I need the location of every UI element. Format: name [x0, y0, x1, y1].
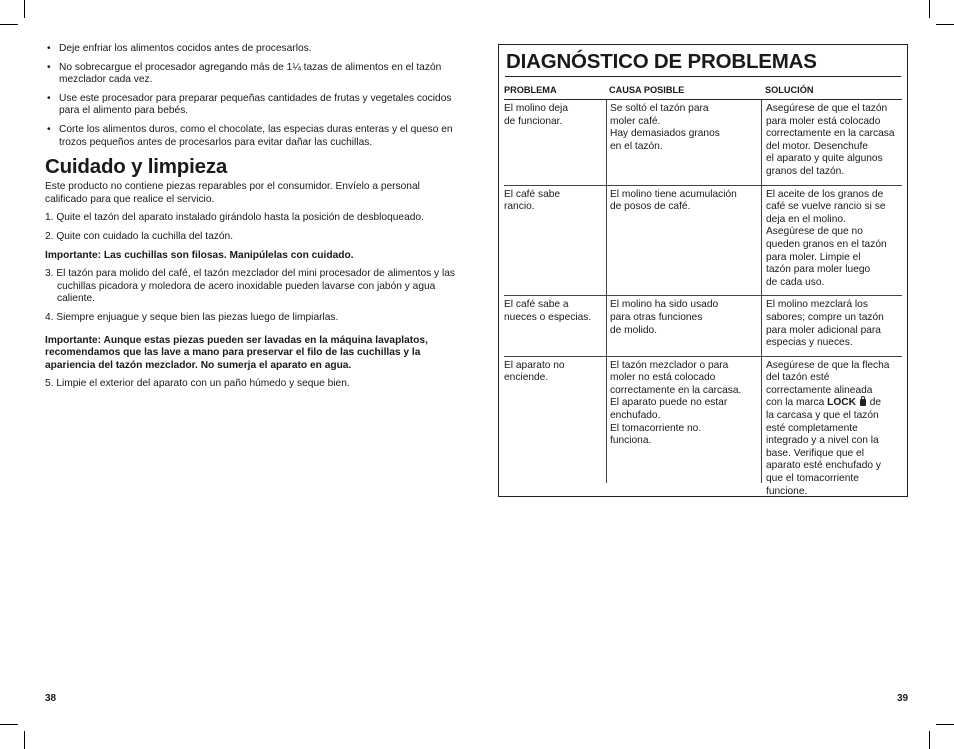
important-note-blades: Importante: Las cuchillas son filosas. Manipúlelas con cuidado.: [45, 249, 354, 261]
problem-cell: El molino deja de funcionar.: [504, 103, 568, 127]
care-cleaning-heading: Cuidado y limpieza: [45, 155, 228, 179]
step-3: 3. El tazón para molido del café, el tazón mezclador del mini procesador de alimentos y las cuchillas picadora y moledora de acero inoxidable pueden lavarse con jabón y agua caliente.: [45, 268, 455, 305]
solution-cell: Asegúrese de que el tazón para moler está colocado correctamente en la carcasa del motor. Desenchufe el aparato y quite algunos granos del tazón.: [761, 100, 902, 185]
tips-list: [45, 43, 459, 149]
table-header: [504, 82, 902, 100]
cause-cell: Se soltó el tazón para moler café. Hay demasiados granos en el tazón.: [606, 100, 761, 185]
step-4: 4. Siempre enjuague y seque bien las piezas luego de limpiarlas.: [45, 311, 339, 323]
list-item: • Deje enfriar los alimentos cocidos antes de procesarlos.: [47, 43, 312, 54]
header-cause: CAUSA POSIBLE: [609, 85, 685, 96]
bullet-icon: •: [47, 43, 51, 54]
title-divider: [505, 76, 901, 77]
solution-cell: El aceite de los granos de café se vuelve rancio si se deja en el molino. Asegúrese de que no queden granos en el tazón para moler. Limpie el tazón para moler luego de cada uso.: [761, 186, 902, 296]
crop-mark: [24, 0, 25, 18]
solution-cell: El molino mezclará los sabores; compre un tazón para moler adicional para especias y nueces.: [761, 296, 902, 355]
crop-mark: [929, 731, 930, 749]
crop-mark: [936, 724, 954, 725]
left-page-content: [45, 43, 459, 397]
crop-mark: [936, 24, 954, 25]
bullet-icon: •: [47, 123, 51, 135]
table-row: [504, 100, 902, 186]
care-intro: Este producto no contiene piezas reparables por el consumidor. Envíelo a personal calificado para que realice el servicio.: [45, 181, 420, 205]
lock-mark-label: LOCK: [827, 397, 857, 409]
cause-cell: El molino tiene acumulación de posos de café.: [606, 186, 761, 296]
crop-mark: [929, 0, 930, 18]
problem-cell: El café sabe a nueces o especias.: [504, 299, 592, 323]
page-number-left: 38: [45, 693, 57, 704]
solution-cell: Asegúrese de que la flecha del tazón esté correctamente alineada con la marca LOCK de la carcasa y que el tazón esté completamente integrado y a nivel con la base. Verifique que el aparato esté enchufado y que el tomacorriente funcione.: [761, 357, 902, 483]
list-item: • No sobrecargue el procesador agregando más de 1¼ tazas de alimentos en el tazón mezclador cada vez.: [47, 61, 442, 86]
troubleshooting-title: DIAGNÓSTICO DE PROBLEMAS: [506, 50, 817, 73]
cause-cell: El tazón mezclador o para moler no está colocado correctamente en la carcasa. El aparato puede no estar enchufado. El tomacorriente no. funciona.: [606, 357, 761, 483]
step-5: 5. Limpie el exterior del aparato con un paño húmedo y seque bien.: [45, 378, 350, 390]
table-row: [504, 357, 902, 497]
step-1: 1. Quite el tazón del aparato instalado girándolo hasta la posición de desbloqueado.: [45, 212, 424, 224]
table-row: [504, 296, 902, 356]
crop-mark: [0, 724, 18, 725]
bullet-icon: •: [47, 92, 51, 104]
troubleshooting-box: [498, 44, 908, 497]
important-note-dishwasher: Importante: Aunque estas piezas pueden ser lavadas en la máquina lavaplatos, recomendamos que las lave a mano para preservar el filo de las cuchillas y la apariencia del tazón mezclador. No sumerja el aparato en agua.: [45, 334, 428, 371]
crop-mark: [0, 24, 18, 25]
page-number-right: 39: [897, 693, 909, 704]
list-item: • Use este procesador para preparar pequeñas cantidades de frutas y vegetales cocidos para el alimento para bebés.: [47, 92, 452, 117]
table-row: [504, 186, 902, 297]
crop-mark: [24, 731, 25, 749]
step-2: 2. Quite con cuidado la cuchilla del tazón.: [45, 230, 234, 242]
header-problem: PROBLEMA: [504, 85, 557, 96]
list-item: • Corte los alimentos duros, como el chocolate, las especias duras enteras y el queso en trozos pequeños antes de procesarlos para evitar dañar las cuchillas.: [47, 123, 453, 148]
cause-cell: El molino ha sido usado para otras funciones de molido.: [606, 296, 761, 355]
troubleshooting-table: [504, 82, 902, 497]
header-solution: SOLUCIÓN: [765, 85, 814, 96]
problem-cell: El café sabe rancio.: [504, 188, 561, 213]
lock-icon: [860, 399, 866, 406]
problem-cell: El aparato no enciende.: [504, 359, 565, 384]
bullet-icon: •: [47, 61, 51, 73]
